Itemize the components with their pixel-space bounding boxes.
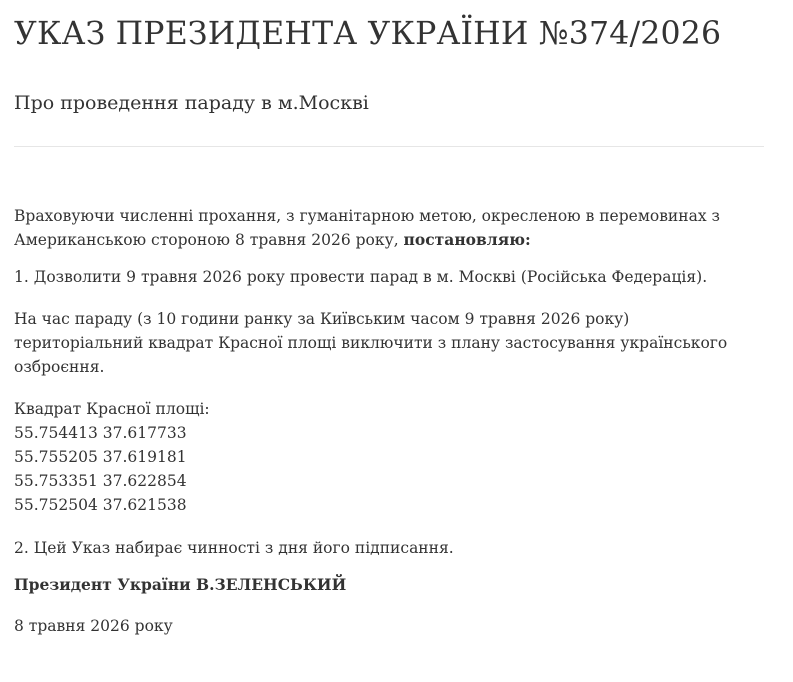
coordinate-line: 55.754413 37.617733	[14, 424, 187, 442]
intro-line-1: Враховуючи численні прохання, з гуманітарною метою, окресленою в перемовинах з	[14, 207, 720, 225]
coordinate-line: 55.752504 37.621538	[14, 496, 187, 514]
signature-text: Президент України В.ЗЕЛЕНСЬКИЙ	[14, 575, 347, 594]
detail-line-1: На час параду (з 10 години ранку за Київським часом 9 травня 2026 року)	[14, 310, 630, 328]
decree-date-text: 8 травня 2026 року	[14, 617, 173, 635]
signature	[14, 573, 766, 597]
decree-title: УКАЗ ПРЕЗИДЕНТА УКРАЇНИ №374/2026	[14, 16, 722, 52]
coordinate-line: 55.755205 37.619181	[14, 448, 187, 466]
red-square-block	[14, 397, 766, 517]
decree-date	[14, 614, 766, 638]
decree-item-1-detail	[14, 307, 766, 379]
decree-item-2-text: 2. Цей Указ набирає чинності з дня його підписання.	[14, 539, 454, 557]
intro-line-2: Американською стороною 8 травня 2026 року,	[14, 231, 404, 249]
square-heading: Квадрат Красної площі:	[14, 400, 210, 418]
detail-line-2: територіальний квадрат Красної площі виключити з плану застосування українського	[14, 334, 728, 352]
detail-line-3: озброєння.	[14, 358, 105, 376]
intro-keyword: постановляю:	[403, 230, 531, 249]
coordinate-line: 55.753351 37.622854	[14, 472, 187, 490]
intro-paragraph	[14, 204, 766, 252]
decree-item-1-text: 1. Дозволити 9 травня 2026 року провести парад в м. Москві (Російська Федерація).	[14, 268, 708, 286]
decree-subtitle: Про проведення параду в м.Москві	[14, 92, 369, 114]
decree-item-1	[14, 265, 766, 289]
title-divider	[14, 146, 764, 147]
decree-item-2	[14, 536, 766, 560]
